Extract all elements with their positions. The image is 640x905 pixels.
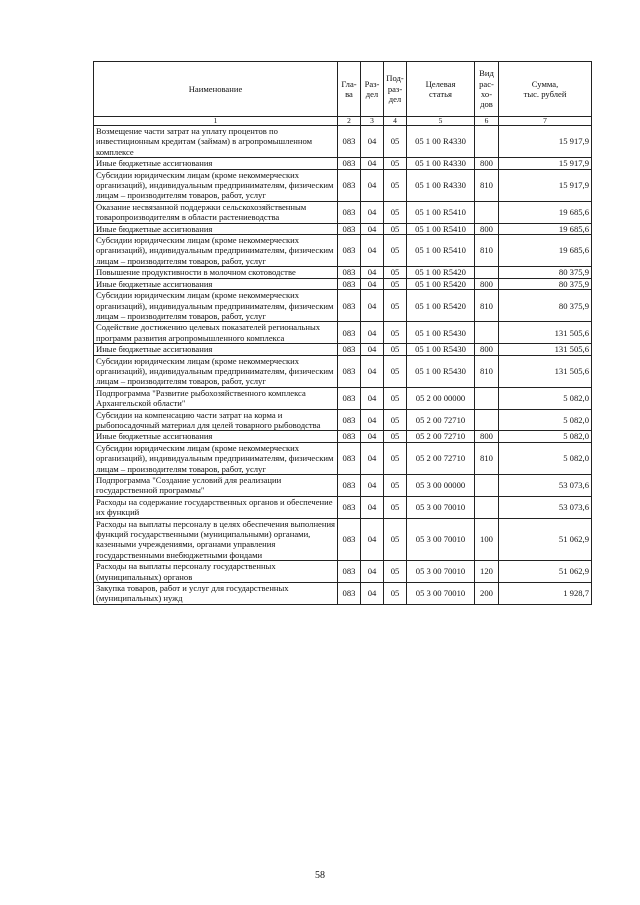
row-subsection: 05 <box>384 583 407 605</box>
row-section: 04 <box>361 475 384 497</box>
row-chapter: 083 <box>338 322 361 344</box>
row-section: 04 <box>361 223 384 234</box>
row-amount: 131 505,6 <box>499 322 592 344</box>
row-expense-type: 810 <box>475 235 499 267</box>
table-header <box>94 62 592 126</box>
row-name: Подпрограмма "Развитие рыбохозяйственного комплекса Архангельской области" <box>94 387 338 409</box>
row-chapter: 083 <box>338 518 361 561</box>
row-amount: 53 073,6 <box>499 496 592 518</box>
row-expense-type <box>475 409 499 431</box>
row-expense-type: 810 <box>475 290 499 322</box>
row-subsection: 05 <box>384 290 407 322</box>
row-target: 05 3 00 70010 <box>407 518 475 561</box>
row-chapter: 083 <box>338 344 361 355</box>
row-section: 04 <box>361 235 384 267</box>
row-amount: 5 082,0 <box>499 442 592 474</box>
header-amount: Сумма, тыс. рублей <box>499 62 592 117</box>
row-expense-type: 810 <box>475 169 499 201</box>
row-chapter: 083 <box>338 158 361 169</box>
row-section: 04 <box>361 322 384 344</box>
row-expense-type <box>475 322 499 344</box>
row-amount: 51 062,9 <box>499 561 592 583</box>
row-name: Иные бюджетные ассигнования <box>94 278 338 289</box>
row-target: 05 1 00 R5430 <box>407 355 475 387</box>
row-expense-type <box>475 267 499 278</box>
row-name: Субсидии на компенсацию части затрат на корма и рыбопосадочный материал для целей товарного рыбоводства <box>94 409 338 431</box>
row-amount: 80 375,9 <box>499 278 592 289</box>
row-subsection: 05 <box>384 561 407 583</box>
row-target: 05 1 00 R5410 <box>407 235 475 267</box>
table-row <box>94 267 592 278</box>
table-row <box>94 278 592 289</box>
row-chapter: 083 <box>338 387 361 409</box>
row-amount: 131 505,6 <box>499 355 592 387</box>
row-section: 04 <box>361 278 384 289</box>
column-number: 4 <box>384 117 407 126</box>
row-target: 05 1 00 R4330 <box>407 126 475 158</box>
row-target: 05 1 00 R4330 <box>407 169 475 201</box>
row-target: 05 3 00 00000 <box>407 475 475 497</box>
row-target: 05 3 00 70010 <box>407 496 475 518</box>
row-subsection: 05 <box>384 267 407 278</box>
row-amount: 1 928,7 <box>499 583 592 605</box>
table-row <box>94 355 592 387</box>
table-row <box>94 583 592 605</box>
row-target: 05 1 00 R5430 <box>407 322 475 344</box>
table-row <box>94 344 592 355</box>
row-name: Закупка товаров, работ и услуг для государственных (муниципальных) нужд <box>94 583 338 605</box>
row-target: 05 1 00 R4330 <box>407 158 475 169</box>
row-chapter: 083 <box>338 431 361 442</box>
row-section: 04 <box>361 344 384 355</box>
row-section: 04 <box>361 290 384 322</box>
row-chapter: 083 <box>338 561 361 583</box>
row-expense-type: 800 <box>475 431 499 442</box>
row-subsection: 05 <box>384 169 407 201</box>
row-chapter: 083 <box>338 442 361 474</box>
column-number: 1 <box>94 117 338 126</box>
table-row <box>94 431 592 442</box>
row-section: 04 <box>361 169 384 201</box>
row-subsection: 05 <box>384 235 407 267</box>
row-amount: 15 917,9 <box>499 169 592 201</box>
row-target: 05 1 00 R5420 <box>407 267 475 278</box>
row-expense-type: 810 <box>475 355 499 387</box>
row-subsection: 05 <box>384 322 407 344</box>
row-expense-type <box>475 475 499 497</box>
row-name: Повышение продуктивности в молочном скотоводстве <box>94 267 338 278</box>
row-subsection: 05 <box>384 442 407 474</box>
row-chapter: 083 <box>338 235 361 267</box>
row-amount: 80 375,9 <box>499 290 592 322</box>
column-number: 6 <box>475 117 499 126</box>
column-number: 7 <box>499 117 592 126</box>
row-subsection: 05 <box>384 431 407 442</box>
row-section: 04 <box>361 387 384 409</box>
row-subsection: 05 <box>384 355 407 387</box>
row-subsection: 05 <box>384 344 407 355</box>
row-section: 04 <box>361 431 384 442</box>
row-target: 05 2 00 00000 <box>407 387 475 409</box>
budget-table <box>93 61 592 605</box>
header-chapter: Гла- ва <box>338 62 361 117</box>
table-row <box>94 561 592 583</box>
row-name: Иные бюджетные ассигнования <box>94 431 338 442</box>
column-number: 5 <box>407 117 475 126</box>
row-target: 05 1 00 R5410 <box>407 201 475 223</box>
row-chapter: 083 <box>338 583 361 605</box>
row-name: Содействие достижению целевых показателей региональных программ развития агропромышленного комплекса <box>94 322 338 344</box>
row-chapter: 083 <box>338 201 361 223</box>
table-row <box>94 158 592 169</box>
row-expense-type: 800 <box>475 278 499 289</box>
row-chapter: 083 <box>338 355 361 387</box>
header-section: Раз- дел <box>361 62 384 117</box>
row-subsection: 05 <box>384 518 407 561</box>
row-target: 05 1 00 R5420 <box>407 290 475 322</box>
row-expense-type: 800 <box>475 158 499 169</box>
row-chapter: 083 <box>338 169 361 201</box>
row-name: Иные бюджетные ассигнования <box>94 158 338 169</box>
row-subsection: 05 <box>384 126 407 158</box>
column-number: 3 <box>361 117 384 126</box>
row-section: 04 <box>361 583 384 605</box>
row-name: Возмещение части затрат на уплату процентов по инвестиционным кредитам (займам) в агропромышленном комплексе <box>94 126 338 158</box>
row-amount: 51 062,9 <box>499 518 592 561</box>
row-expense-type <box>475 126 499 158</box>
row-name: Оказание несвязанной поддержки сельскохозяйственным товаропроизводителям в области растениеводства <box>94 201 338 223</box>
row-subsection: 05 <box>384 409 407 431</box>
row-target: 05 1 00 R5420 <box>407 278 475 289</box>
row-chapter: 083 <box>338 267 361 278</box>
table-row <box>94 387 592 409</box>
row-section: 04 <box>361 355 384 387</box>
page-number: 58 <box>315 870 325 881</box>
row-section: 04 <box>361 126 384 158</box>
row-subsection: 05 <box>384 496 407 518</box>
row-expense-type: 800 <box>475 344 499 355</box>
row-expense-type <box>475 496 499 518</box>
row-name: Иные бюджетные ассигнования <box>94 223 338 234</box>
row-section: 04 <box>361 267 384 278</box>
row-name: Субсидии юридическим лицам (кроме некоммерческих организаций), индивидуальным предпринимателям, физическим лицам – производителям товаров, работ, услуг <box>94 169 338 201</box>
row-subsection: 05 <box>384 475 407 497</box>
row-target: 05 1 00 R5410 <box>407 223 475 234</box>
row-chapter: 083 <box>338 126 361 158</box>
table-row <box>94 223 592 234</box>
row-amount: 53 073,6 <box>499 475 592 497</box>
row-subsection: 05 <box>384 278 407 289</box>
table-row <box>94 126 592 158</box>
row-section: 04 <box>361 561 384 583</box>
table-row <box>94 169 592 201</box>
row-target: 05 2 00 72710 <box>407 442 475 474</box>
table-row <box>94 235 592 267</box>
row-section: 04 <box>361 442 384 474</box>
row-section: 04 <box>361 496 384 518</box>
row-name: Субсидии юридическим лицам (кроме некоммерческих организаций), индивидуальным предпринимателям, физическим лицам – производителям товаров, работ, услуг <box>94 355 338 387</box>
row-amount: 19 685,6 <box>499 223 592 234</box>
row-section: 04 <box>361 409 384 431</box>
row-amount: 131 505,6 <box>499 344 592 355</box>
row-target: 05 3 00 70010 <box>407 561 475 583</box>
row-amount: 19 685,6 <box>499 201 592 223</box>
table-row <box>94 201 592 223</box>
row-name: Иные бюджетные ассигнования <box>94 344 338 355</box>
row-target: 05 2 00 72710 <box>407 431 475 442</box>
header-name: Наименование <box>94 62 338 117</box>
row-chapter: 083 <box>338 278 361 289</box>
row-subsection: 05 <box>384 387 407 409</box>
row-expense-type: 120 <box>475 561 499 583</box>
table-row <box>94 518 592 561</box>
row-expense-type: 200 <box>475 583 499 605</box>
row-chapter: 083 <box>338 475 361 497</box>
column-number-row <box>94 117 592 126</box>
table-row <box>94 496 592 518</box>
row-expense-type: 810 <box>475 442 499 474</box>
row-target: 05 1 00 R5430 <box>407 344 475 355</box>
column-number: 2 <box>338 117 361 126</box>
table-row <box>94 475 592 497</box>
row-section: 04 <box>361 518 384 561</box>
row-amount: 15 917,9 <box>499 158 592 169</box>
row-name: Субсидии юридическим лицам (кроме некоммерческих организаций), индивидуальным предпринимателям, физическим лицам – производителям товаров, работ, услуг <box>94 235 338 267</box>
table-row <box>94 409 592 431</box>
row-name: Расходы на содержание государственных органов и обеспечение их функций <box>94 496 338 518</box>
row-subsection: 05 <box>384 201 407 223</box>
row-chapter: 083 <box>338 496 361 518</box>
row-amount: 19 685,6 <box>499 235 592 267</box>
row-chapter: 083 <box>338 223 361 234</box>
row-chapter: 083 <box>338 290 361 322</box>
table-row <box>94 322 592 344</box>
row-amount: 80 375,9 <box>499 267 592 278</box>
row-amount: 5 082,0 <box>499 387 592 409</box>
header-type: Вид рас- хо- дов <box>475 62 499 117</box>
row-name: Расходы на выплаты персоналу государственных (муниципальных) органов <box>94 561 338 583</box>
row-expense-type <box>475 387 499 409</box>
row-name: Расходы на выплаты персоналу в целях обеспечения выполнения функций государственными (муниципальными) органами, казенными учреждениями, органами управления государственными внебюджетными фондами <box>94 518 338 561</box>
row-subsection: 05 <box>384 223 407 234</box>
row-name: Субсидии юридическим лицам (кроме некоммерческих организаций), индивидуальным предпринимателям, физическим лицам – производителям товаров, работ, услуг <box>94 290 338 322</box>
row-target: 05 2 00 72710 <box>407 409 475 431</box>
row-chapter: 083 <box>338 409 361 431</box>
row-name: Подпрограмма "Создание условий для реализации государственной программы" <box>94 475 338 497</box>
header-subsection: Под- раз- дел <box>384 62 407 117</box>
table-row <box>94 290 592 322</box>
row-amount: 15 917,9 <box>499 126 592 158</box>
table-row <box>94 442 592 474</box>
row-subsection: 05 <box>384 158 407 169</box>
header-target: Целевая статья <box>407 62 475 117</box>
row-amount: 5 082,0 <box>499 431 592 442</box>
row-expense-type <box>475 201 499 223</box>
row-expense-type: 800 <box>475 223 499 234</box>
row-section: 04 <box>361 158 384 169</box>
table-body <box>94 126 592 605</box>
row-amount: 5 082,0 <box>499 409 592 431</box>
row-name: Субсидии юридическим лицам (кроме некоммерческих организаций), индивидуальным предпринимателям, физическим лицам – производителям товаров, работ, услуг <box>94 442 338 474</box>
row-expense-type: 100 <box>475 518 499 561</box>
row-target: 05 3 00 70010 <box>407 583 475 605</box>
row-section: 04 <box>361 201 384 223</box>
